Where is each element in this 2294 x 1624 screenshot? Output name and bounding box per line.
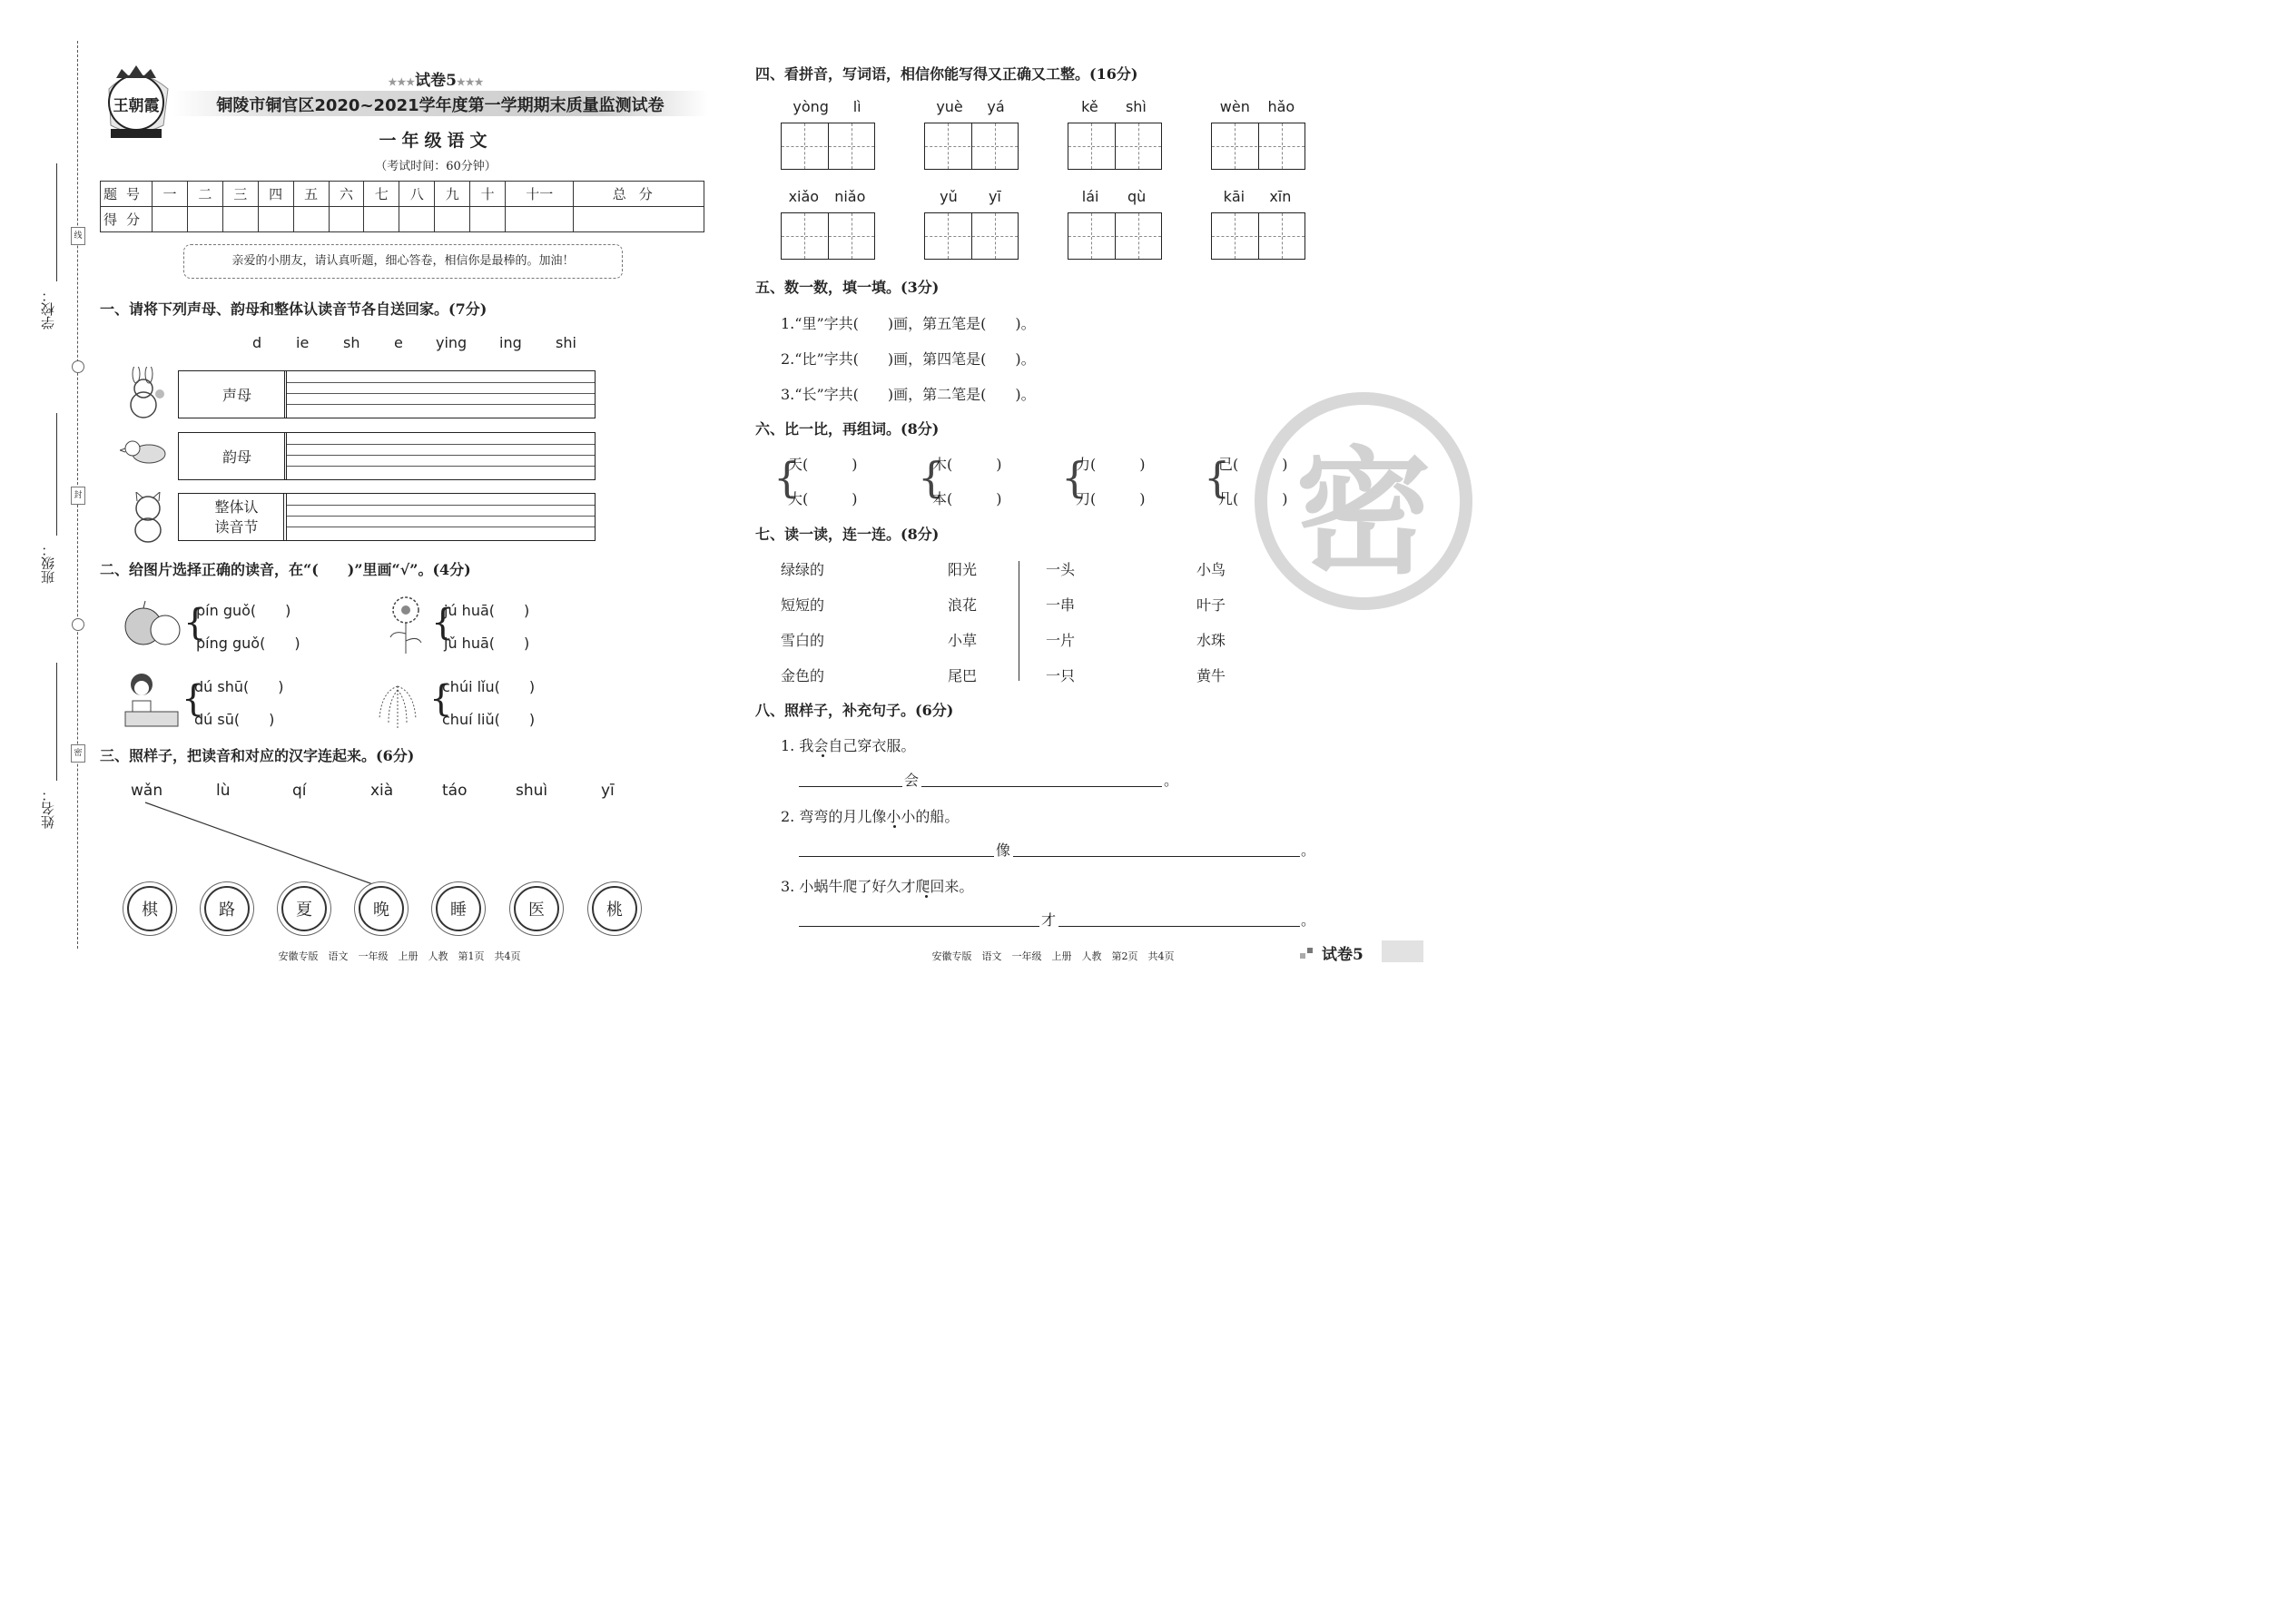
syllable: ie — [296, 334, 310, 351]
match-word[interactable]: 绿绿的 — [781, 561, 825, 578]
decorative-blocks-icon — [1300, 948, 1314, 959]
brace-icon: { — [773, 453, 801, 502]
logo-text: 王朝霞 — [113, 97, 160, 115]
match-word[interactable]: 一只 — [1046, 667, 1076, 684]
period-mark: 。 — [1301, 842, 1316, 859]
writing-cell[interactable] — [1258, 123, 1305, 169]
fill-line[interactable] — [1058, 926, 1300, 927]
sort-box-label: 整体认读音节 — [190, 494, 284, 540]
writing-cell[interactable] — [828, 213, 874, 259]
match-word[interactable]: 黄牛 — [1196, 667, 1226, 684]
writing-cell[interactable] — [1068, 123, 1114, 169]
writing-grid — [1068, 212, 1162, 260]
greeting-box: 亲爱的小朋友，请认真听题，细心答卷，相信你是最棒的。加油！ — [183, 244, 623, 279]
q3-title: 三、照样子，把读音和对应的汉字连起来。(6分) — [100, 747, 415, 764]
brace-icon: { — [183, 602, 207, 644]
writing-cell[interactable] — [782, 123, 827, 169]
q8-title: 八、照样子，补充句子。(6分) — [755, 702, 954, 719]
writing-grid — [924, 123, 1019, 170]
pinyin-label — [924, 188, 1017, 205]
writing-cell[interactable] — [925, 213, 970, 259]
period-mark: 。 — [1164, 772, 1179, 789]
pinyin-label — [1068, 188, 1160, 205]
writing-cell[interactable] — [971, 123, 1018, 169]
syllable: ying — [436, 334, 468, 351]
writing-cell[interactable] — [971, 213, 1018, 259]
pinyin-label — [924, 98, 1017, 115]
table-col: 七 — [364, 182, 399, 207]
fill-line[interactable] — [921, 786, 1162, 787]
writing-cell[interactable] — [1258, 213, 1305, 259]
binding-mark-feng: 封 — [71, 487, 85, 505]
binding-mark-xian: 线 — [71, 227, 85, 245]
pinyin-label — [1211, 98, 1304, 115]
pinyin-syllable: qù — [1127, 188, 1147, 205]
pinyin-syllable: yī — [988, 188, 1001, 205]
fill-line[interactable] — [799, 926, 1039, 927]
option-a[interactable]: pín guǒ( ) — [196, 602, 291, 619]
syllable: sh — [343, 334, 360, 351]
syllable: d — [252, 334, 262, 351]
example-sentence: 1. 我会自己穿衣服。 — [781, 737, 916, 754]
writing-cell[interactable] — [782, 213, 827, 259]
brace-icon: { — [918, 453, 945, 502]
q1-title: 一、请将下列声母、韵母和整体认读音节各自送回家。(7分) — [100, 300, 487, 318]
pinyin-syllable: xīn — [1269, 188, 1292, 205]
pinyin-syllable: yòng — [793, 98, 829, 115]
pinyin-syllable: hǎo — [1267, 98, 1295, 115]
pinyin-syllable: lì — [852, 98, 861, 115]
pinyin-item[interactable]: xià — [370, 782, 394, 800]
secret-watermark: 密 — [1255, 392, 1472, 610]
writing-cell[interactable] — [1068, 213, 1114, 259]
pinyin-item[interactable]: táo — [442, 782, 468, 800]
q2-title: 二、给图片选择正确的读音，在“( )”里画“√”。(4分) — [100, 561, 471, 578]
emphasis-dot — [925, 895, 928, 898]
table-col: 六 — [329, 182, 364, 207]
footer-right: 安徽专版 语文 一年级 上册 人教 第2页 共4页 — [931, 950, 1175, 962]
paper-tag: 试卷5 — [1322, 946, 1364, 964]
paper-number: ★★★试卷5★★★ — [388, 72, 484, 90]
paper-number-text: 试卷5 — [415, 72, 457, 90]
example-connector-line — [0, 0, 708, 908]
match-word[interactable]: 一头 — [1046, 561, 1076, 578]
key-word: 才 — [1041, 911, 1057, 929]
table-col: 一 — [153, 182, 188, 207]
pinyin-syllable: xiǎo — [788, 188, 820, 205]
writing-grid — [781, 212, 875, 260]
pinyin-syllable: niǎo — [834, 188, 866, 205]
match-word[interactable]: 小草 — [948, 632, 978, 649]
writing-grid — [1211, 212, 1305, 260]
stroke-question[interactable]: 1.“里”字共( )画，第五笔是( )。 — [781, 315, 1036, 332]
q5-title: 五、数一数，填一填。(3分) — [755, 279, 940, 296]
pinyin-syllable: yǔ — [940, 188, 958, 205]
writing-grid — [924, 212, 1019, 260]
pinyin-item[interactable]: shuì — [516, 782, 548, 800]
pinyin-syllable: wèn — [1219, 98, 1250, 115]
char-flower[interactable]: 晚 — [359, 886, 404, 931]
option-b[interactable]: píng guǒ( ) — [196, 635, 300, 652]
table-col: 二 — [187, 182, 222, 207]
char-flower[interactable]: 睡 — [436, 886, 481, 931]
footer-left: 安徽专版 语文 一年级 上册 人教 第1页 共4页 — [278, 950, 521, 962]
writing-grid — [1211, 123, 1305, 170]
key-word: 像 — [996, 842, 1011, 859]
pinyin-label — [1068, 98, 1160, 115]
table-col: 十一 — [506, 182, 574, 207]
pinyin-label — [781, 188, 873, 205]
syllable: e — [394, 334, 403, 351]
pinyin-syllable: kāi — [1223, 188, 1245, 205]
binding-mark-mi: 密 — [71, 744, 85, 763]
syllable: ing — [499, 334, 522, 351]
char-flower[interactable]: 棋 — [127, 886, 172, 931]
fill-line[interactable] — [1013, 856, 1300, 857]
match-word[interactable]: 水珠 — [1196, 632, 1226, 649]
pinyin-syllable: yuè — [936, 98, 963, 115]
writing-cell[interactable] — [1212, 123, 1257, 169]
stroke-question[interactable]: 2.“比”字共( )画，第四笔是( )。 — [781, 350, 1036, 368]
table-header-label: 题号 — [101, 182, 153, 207]
pinyin-syllable: shì — [1125, 98, 1147, 115]
brace-icon: { — [431, 602, 455, 644]
syllable: shi — [556, 334, 576, 351]
char-flower[interactable]: 桃 — [592, 886, 637, 931]
match-word[interactable]: 一片 — [1046, 632, 1076, 649]
example-sentence: 3. 小蜗牛爬了好久才爬回来。 — [781, 878, 974, 895]
char-flower[interactable]: 夏 — [281, 886, 327, 931]
pinyin-syllable: lái — [1081, 188, 1099, 205]
name-label: 姓名： — [40, 788, 56, 829]
option-b[interactable]: jǔ huā( ) — [444, 635, 530, 652]
table-col: 三 — [222, 182, 258, 207]
corner-bar — [1382, 940, 1423, 962]
table-col: 九 — [435, 182, 470, 207]
fill-line[interactable] — [799, 856, 994, 857]
char-flower[interactable]: 路 — [204, 886, 250, 931]
table-col: 十 — [470, 182, 506, 207]
fill-line[interactable] — [799, 786, 902, 787]
table-score-label: 得分 — [101, 207, 153, 232]
compare-word[interactable]: 刀( ) — [1076, 490, 1146, 507]
match-word[interactable]: 尾巴 — [948, 667, 978, 684]
pinyin-item[interactable]: lù — [216, 782, 231, 800]
option-a[interactable]: chúi lǐu( ) — [442, 678, 536, 695]
key-word: 会 — [904, 772, 920, 789]
q6-title: 六、比一比，再组词。(8分) — [755, 420, 940, 438]
match-word[interactable]: 雪白的 — [781, 632, 825, 649]
writing-grid — [1068, 123, 1162, 170]
emphasis-dot — [893, 825, 896, 828]
match-word[interactable]: 阳光 — [948, 561, 978, 578]
pinyin-label — [781, 98, 873, 115]
brace-icon: { — [1061, 453, 1088, 502]
compare-word[interactable]: 几( ) — [1218, 490, 1288, 507]
writing-cell[interactable] — [925, 123, 970, 169]
option-a[interactable]: jú huā( ) — [444, 602, 530, 619]
table-col: 四 — [258, 182, 293, 207]
writing-grid — [781, 123, 875, 170]
writing-cell[interactable] — [1115, 213, 1161, 259]
match-word[interactable]: 短短的 — [781, 596, 825, 614]
period-mark: 。 — [1301, 911, 1316, 929]
compare-word[interactable]: 己( ) — [1218, 456, 1288, 473]
compare-word[interactable]: 本( ) — [932, 490, 1002, 507]
pinyin-label — [1211, 188, 1304, 205]
subject-title: 一年级语文 — [379, 131, 493, 151]
option-b[interactable]: dú sū( ) — [194, 711, 275, 728]
pinyin-item[interactable]: yī — [601, 782, 615, 800]
q7-title: 七、读一读，连一连。(8分) — [755, 526, 940, 543]
writing-cell[interactable] — [1115, 123, 1161, 169]
school-label: 学校： — [40, 289, 56, 330]
table-col: 总分 — [574, 182, 704, 207]
exam-title: 铜陵市铜官区2020~2021学年度第一学期期末质量监测试卷 — [216, 96, 665, 115]
writing-cell[interactable] — [828, 123, 874, 169]
compare-word[interactable]: 天( ) — [788, 456, 858, 473]
table-col: 五 — [293, 182, 329, 207]
char-flower[interactable]: 医 — [514, 886, 559, 931]
emphasis-dot — [822, 754, 824, 757]
pinyin-syllable: yá — [987, 98, 1005, 115]
exam-time: （考试时间：60分钟） — [375, 160, 497, 173]
brace-icon: { — [182, 678, 205, 720]
stroke-question[interactable]: 3.“长”字共( )画，第二笔是( )。 — [781, 386, 1036, 403]
match-word[interactable]: 浪花 — [948, 596, 978, 614]
sort-box-label: 韵母 — [190, 433, 285, 479]
match-word[interactable]: 金色的 — [781, 667, 825, 684]
sort-box-label: 声母 — [190, 371, 285, 418]
option-b[interactable]: chuí liǔ( ) — [442, 711, 536, 728]
compare-word[interactable]: 力( ) — [1076, 456, 1146, 473]
match-word[interactable]: 叶子 — [1196, 596, 1226, 614]
match-word[interactable]: 一串 — [1046, 596, 1076, 614]
pinyin-item[interactable]: wǎn — [131, 782, 163, 800]
pinyin-item[interactable]: qí — [292, 782, 307, 800]
pinyin-syllable: kě — [1081, 98, 1098, 115]
compare-word[interactable]: 木( ) — [932, 456, 1002, 473]
example-sentence: 2. 弯弯的月儿像小小的船。 — [781, 808, 960, 825]
match-word[interactable]: 小鸟 — [1196, 561, 1226, 578]
q4-title: 四、看拼音，写词语，相信你能写得又正确又工整。(16分) — [755, 65, 1138, 83]
class-label: 班级： — [40, 543, 56, 584]
option-a[interactable]: dú shū( ) — [194, 678, 284, 695]
compare-word[interactable]: 大( ) — [788, 490, 858, 507]
writing-cell[interactable] — [1212, 213, 1257, 259]
brace-icon: { — [1204, 453, 1231, 502]
brace-icon: { — [429, 678, 453, 720]
table-col: 八 — [399, 182, 435, 207]
